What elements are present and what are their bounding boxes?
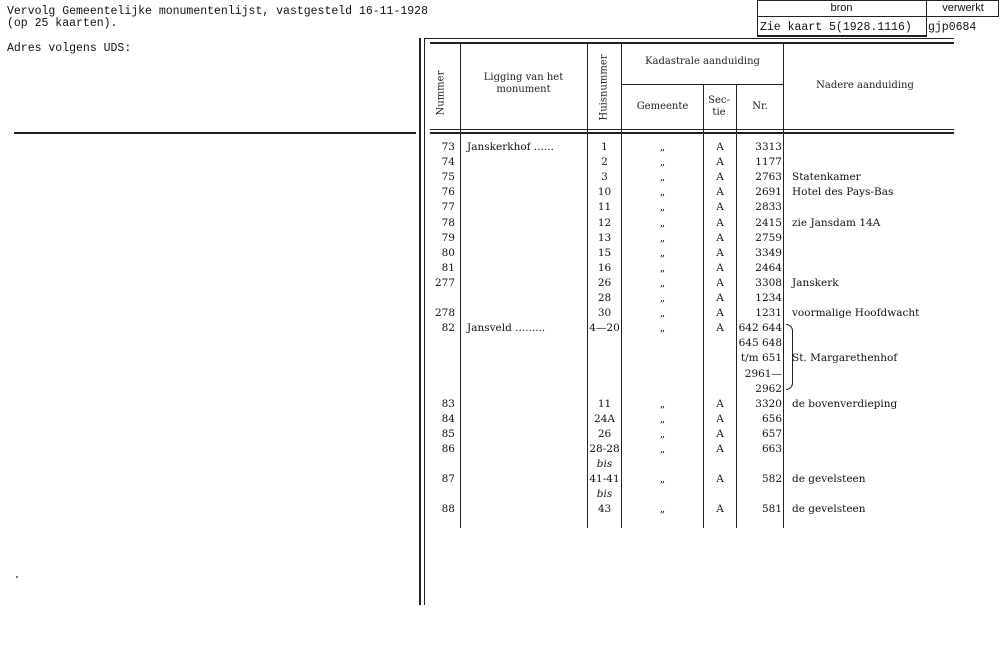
cell-huisnummer: 24A <box>594 412 615 425</box>
cell-sectie: A <box>716 261 724 274</box>
address-label: Adres volgens UDS: <box>7 42 132 55</box>
cell-nr: 657 <box>761 427 782 440</box>
cell-nummer: 73 <box>441 141 455 153</box>
cell-nummer: 74 <box>441 156 455 169</box>
cell-gemeente: „ <box>659 473 666 486</box>
cell-huisnummer: 11 <box>597 201 612 214</box>
scan-speck <box>16 576 18 578</box>
grouping-brace <box>786 324 793 390</box>
document-title-line2: (op 25 kaarten). <box>7 17 118 30</box>
cell-huisnummer: 15 <box>597 246 612 259</box>
cell-huisnummer: 4—20 <box>589 322 620 335</box>
cell-nr: 2961— <box>744 367 782 380</box>
cell-ligging: Jansveld ......... <box>467 322 546 335</box>
cell-gemeente: „ <box>659 412 666 425</box>
cell-gemeente: „ <box>659 201 666 214</box>
cell-nadere: St. Margarethenhof <box>792 352 898 365</box>
cell-nr: 656 <box>761 412 782 425</box>
cell-gemeente: „ <box>659 156 666 169</box>
cell-huisnummer: 26 <box>597 427 612 440</box>
cell-nummer: 86 <box>441 443 455 455</box>
cell-nummer: 75 <box>441 171 455 184</box>
cell-nr: 3349 <box>755 246 782 259</box>
cell-huisnummer: bis <box>596 458 613 471</box>
cell-nr: 642 644 <box>738 322 782 335</box>
cell-sectie: A <box>716 412 724 425</box>
cell-huisnummer: 26 <box>597 276 612 289</box>
cell-huisnummer: 11 <box>597 397 612 410</box>
cell-nr: 1177 <box>755 156 782 169</box>
cell-sectie: A <box>716 171 724 184</box>
cell-ligging: Janskerkhof ...... <box>467 141 554 153</box>
address-divider <box>14 132 416 134</box>
cell-nummer: 88 <box>441 503 455 516</box>
document-title-line1: Vervolg Gemeentelijke monumentenlijst, vastgesteld 16-11-1928 <box>7 5 428 18</box>
cell-huisnummer: 1 <box>601 141 608 153</box>
cell-nummer: 76 <box>441 186 455 199</box>
cell-nummer: 81 <box>441 261 455 274</box>
source-box <box>757 0 999 37</box>
cell-nummer: 77 <box>441 201 455 214</box>
cell-huisnummer: 16 <box>597 261 612 274</box>
cell-huisnummer: 13 <box>597 231 612 244</box>
cell-nr: t/m 651 <box>740 352 782 365</box>
col-header-nadere: Nadere aanduiding <box>816 80 914 91</box>
cell-nr: 2691 <box>755 186 782 199</box>
cell-nummer: 84 <box>441 412 455 425</box>
cell-nr: 663 <box>761 443 782 455</box>
cell-gemeente: „ <box>659 322 666 335</box>
cell-nummer: 278 <box>434 307 455 320</box>
cell-nummer: 85 <box>441 427 455 440</box>
cell-gemeente: „ <box>659 231 666 244</box>
cell-nummer: 80 <box>441 246 455 259</box>
cell-sectie: A <box>716 231 724 244</box>
cell-nr: 2763 <box>755 171 782 184</box>
col-header-sectie: Sec-tie <box>708 95 730 118</box>
col-header-nummer: Nummer <box>435 70 447 116</box>
cell-huisnummer: 30 <box>597 307 612 320</box>
cell-nr: 2759 <box>755 231 782 244</box>
cell-sectie: A <box>716 443 724 455</box>
col-header-nr: Nr. <box>752 101 768 112</box>
cell-huisnummer: 3 <box>601 171 608 184</box>
cell-sectie: A <box>716 503 724 516</box>
col-header-ligging: Ligging van het monument <box>483 72 564 95</box>
cell-gemeente: „ <box>659 246 666 259</box>
cell-nadere: Statenkamer <box>792 171 861 184</box>
cell-huisnummer: 12 <box>597 216 612 229</box>
cell-sectie: A <box>716 397 724 410</box>
cell-huisnummer: 43 <box>597 503 612 516</box>
cell-gemeente: „ <box>659 443 666 455</box>
cell-huisnummer: bis <box>596 488 613 501</box>
cell-sectie: A <box>716 427 724 440</box>
cell-nr: 2415 <box>755 216 782 229</box>
cell-gemeente: „ <box>659 503 666 516</box>
cell-sectie: A <box>716 201 724 214</box>
cell-gemeente: „ <box>659 276 666 289</box>
cell-sectie: A <box>716 186 724 199</box>
cell-huisnummer: 2 <box>601 156 608 169</box>
cell-gemeente: „ <box>659 307 666 320</box>
cell-gemeente: „ <box>659 261 666 274</box>
cell-sectie: A <box>716 246 724 259</box>
cell-nr: 3308 <box>755 276 782 289</box>
cell-nummer: 82 <box>441 322 455 335</box>
col-header-kadastrale: Kadastrale aanduiding <box>645 56 760 67</box>
cell-nr: 2962 <box>755 382 782 395</box>
cell-nadere: de bovenverdieping <box>792 397 898 410</box>
cell-sectie: A <box>716 292 724 304</box>
cell-gemeente: „ <box>659 141 666 153</box>
cell-nr: 3313 <box>755 141 782 153</box>
cell-nr: 1234 <box>755 292 782 304</box>
cell-gemeente: „ <box>659 292 666 304</box>
cell-gemeente: „ <box>659 397 666 410</box>
cell-gemeente: „ <box>659 186 666 199</box>
cell-gemeente: „ <box>659 216 666 229</box>
verwerkt-value: gjp0684 <box>928 21 977 34</box>
cell-nr: 1231 <box>755 307 782 320</box>
cell-nummer: 277 <box>434 276 455 289</box>
cell-nr: 3320 <box>755 397 782 410</box>
cell-nadere: de gevelsteen <box>792 473 866 486</box>
cell-gemeente: „ <box>659 427 666 440</box>
cell-nummer: 79 <box>441 231 455 244</box>
cell-sectie: A <box>716 322 724 335</box>
cell-sectie: A <box>716 276 724 289</box>
cell-gemeente: „ <box>659 171 666 184</box>
cell-nadere: Janskerk <box>792 276 839 289</box>
cell-sectie: A <box>716 307 724 320</box>
cell-nadere: voormalige Hoofdwacht <box>792 307 920 320</box>
verwerkt-label: verwerkt <box>942 2 984 14</box>
cell-sectie: A <box>716 156 724 169</box>
cell-nr: 582 <box>761 473 782 486</box>
cell-nr: 2464 <box>755 261 782 274</box>
cell-huisnummer: 28-28 <box>589 443 620 455</box>
cell-huisnummer: 41-41 <box>589 473 620 486</box>
col-header-huisnummer: Huisnummer <box>598 54 610 121</box>
cell-nr: 645 648 <box>738 337 782 350</box>
cell-nadere: zie Jansdam 14A <box>792 216 881 229</box>
cell-huisnummer: 28 <box>597 292 612 304</box>
cell-nr: 581 <box>761 503 782 516</box>
cell-sectie: A <box>716 216 724 229</box>
cell-nummer: 87 <box>441 473 455 486</box>
col-header-gemeente: Gemeente <box>636 101 689 112</box>
bron-label: bron <box>830 2 853 14</box>
cell-nadere: Hotel des Pays-Bas <box>792 186 894 199</box>
cell-sectie: A <box>716 141 724 153</box>
cell-nr: 2833 <box>755 201 782 214</box>
bron-value: Zie kaart 5(1928.1116) <box>760 21 912 34</box>
cell-huisnummer: 10 <box>597 186 612 199</box>
cell-sectie: A <box>716 473 724 486</box>
cell-nadere: de gevelsteen <box>792 503 866 516</box>
cell-nummer: 78 <box>441 216 455 229</box>
cell-nummer: 83 <box>441 397 455 410</box>
